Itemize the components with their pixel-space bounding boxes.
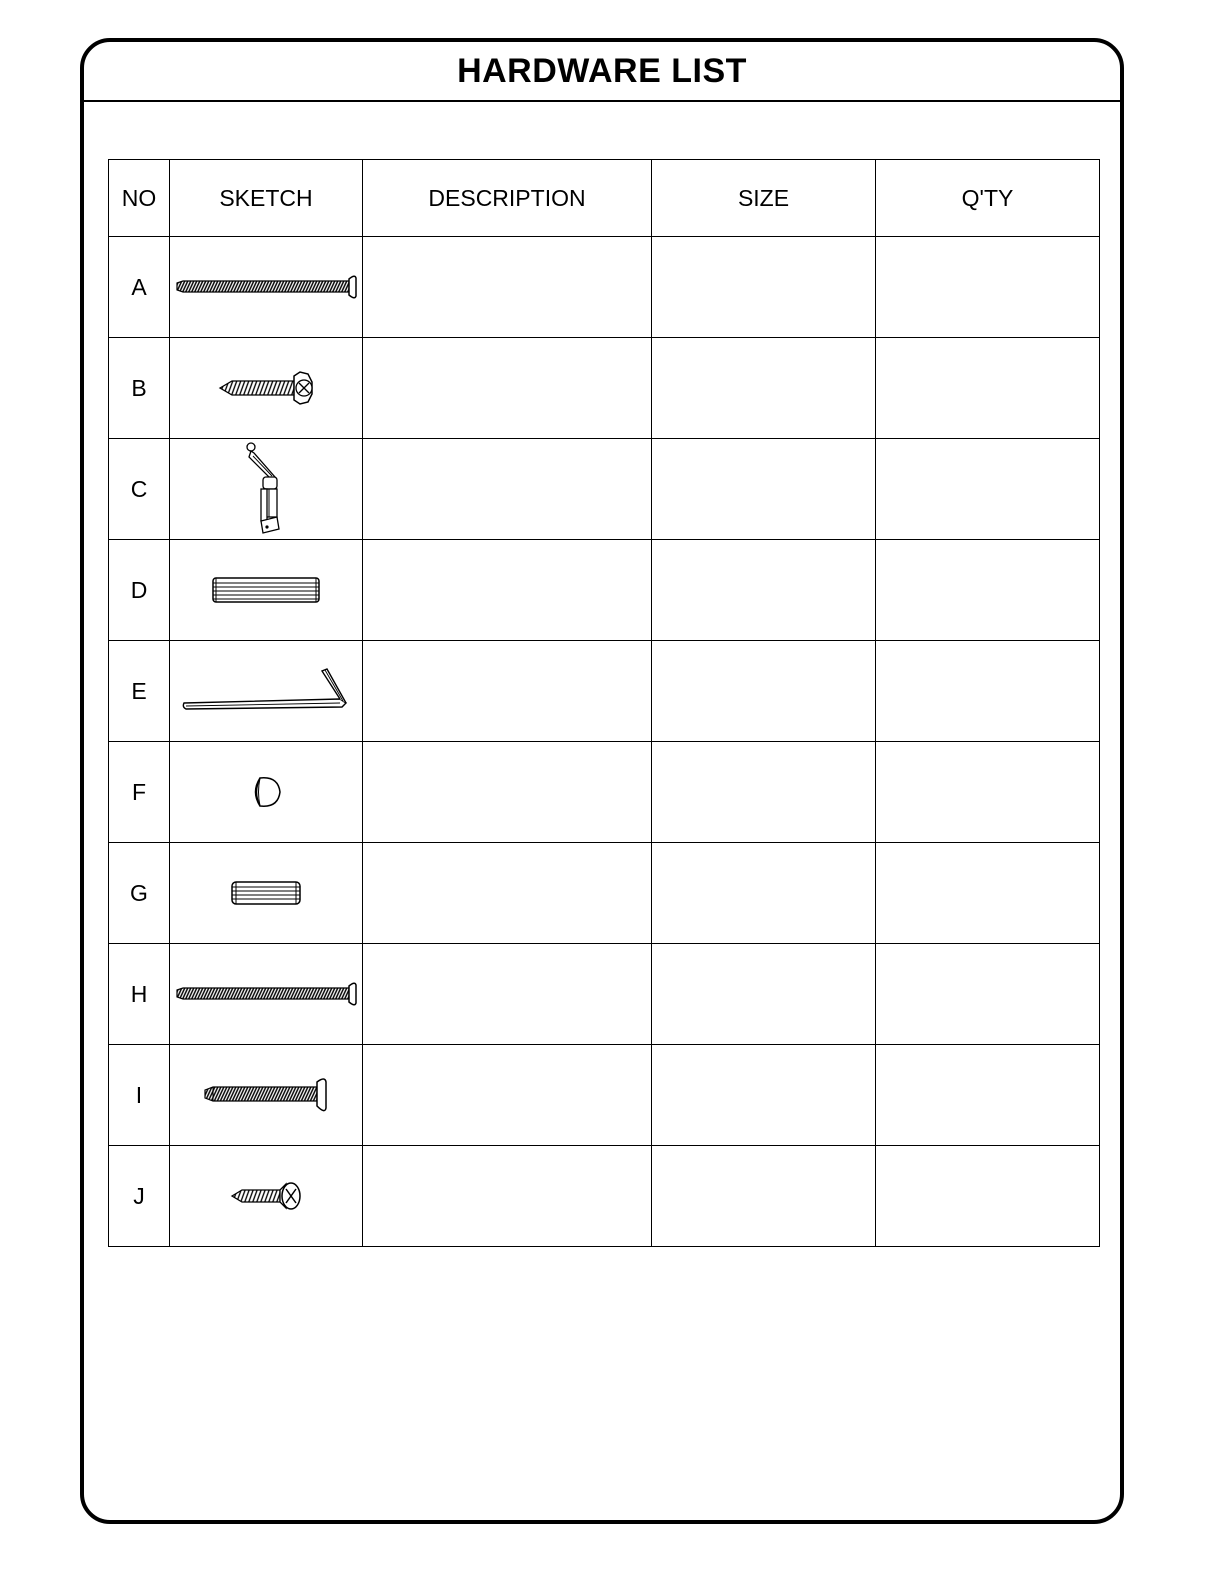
table-row (109, 843, 1100, 944)
row-description (363, 843, 652, 944)
col-header-qty: Q'TY (876, 160, 1100, 237)
row-description (363, 439, 652, 540)
col-header-description: DESCRIPTION (363, 160, 652, 237)
row-sketch (170, 338, 363, 439)
row-qty (876, 237, 1100, 338)
cap-plug-icon (248, 774, 284, 810)
row-sketch (170, 944, 363, 1045)
table-row (109, 439, 1100, 540)
row-description (363, 1146, 652, 1247)
row-qty (876, 641, 1100, 742)
row-no: B (109, 338, 170, 439)
long-bolt-icon (173, 272, 359, 302)
row-no: G (109, 843, 170, 944)
row-qty (876, 338, 1100, 439)
row-size (652, 237, 876, 338)
table-row (109, 338, 1100, 439)
row-description (363, 742, 652, 843)
row-qty (876, 1146, 1100, 1247)
flat-head-screw-icon (228, 1178, 304, 1214)
table-row (109, 540, 1100, 641)
row-qty (876, 944, 1100, 1045)
col-header-sketch: SKETCH (170, 160, 363, 237)
page-title: HARDWARE LIST (457, 51, 747, 90)
row-no: J (109, 1146, 170, 1247)
row-no: E (109, 641, 170, 742)
large-wood-dowel-icon (210, 575, 322, 605)
row-size (652, 641, 876, 742)
lid-support-hinge-icon (241, 441, 291, 537)
row-no: A (109, 237, 170, 338)
row-description (363, 540, 652, 641)
table-row (109, 641, 1100, 742)
row-size (652, 742, 876, 843)
row-description (363, 237, 652, 338)
row-qty (876, 843, 1100, 944)
table-row (109, 1146, 1100, 1247)
row-description (363, 338, 652, 439)
table-row (109, 237, 1100, 338)
long-bolt-icon (173, 979, 359, 1009)
col-header-no: NO (109, 160, 170, 237)
row-size (652, 1045, 876, 1146)
row-size (652, 1146, 876, 1247)
allen-key-icon (180, 667, 352, 715)
row-qty (876, 742, 1100, 843)
small-wood-dowel-icon (229, 879, 303, 907)
col-header-size: SIZE (652, 160, 876, 237)
row-no: I (109, 1045, 170, 1146)
row-sketch (170, 843, 363, 944)
row-size (652, 944, 876, 1045)
table-row (109, 742, 1100, 843)
hex-screw-icon (216, 368, 316, 408)
row-size (652, 843, 876, 944)
medium-bolt-icon (201, 1076, 331, 1114)
row-sketch (170, 1045, 363, 1146)
row-sketch (170, 1146, 363, 1247)
header-row (109, 160, 1100, 237)
row-no: F (109, 742, 170, 843)
row-no: D (109, 540, 170, 641)
row-size (652, 540, 876, 641)
row-size (652, 439, 876, 540)
row-no: H (109, 944, 170, 1045)
table-row (109, 944, 1100, 1045)
title-bar (84, 42, 1120, 102)
hardware-table (108, 159, 1100, 1247)
row-sketch (170, 641, 363, 742)
row-qty (876, 540, 1100, 641)
row-sketch (170, 540, 363, 641)
row-no: C (109, 439, 170, 540)
row-qty (876, 1045, 1100, 1146)
row-size (652, 338, 876, 439)
row-description (363, 1045, 652, 1146)
row-description (363, 641, 652, 742)
row-sketch (170, 439, 363, 540)
table-row (109, 1045, 1100, 1146)
row-sketch (170, 742, 363, 843)
row-description (363, 944, 652, 1045)
row-qty (876, 439, 1100, 540)
row-sketch (170, 237, 363, 338)
